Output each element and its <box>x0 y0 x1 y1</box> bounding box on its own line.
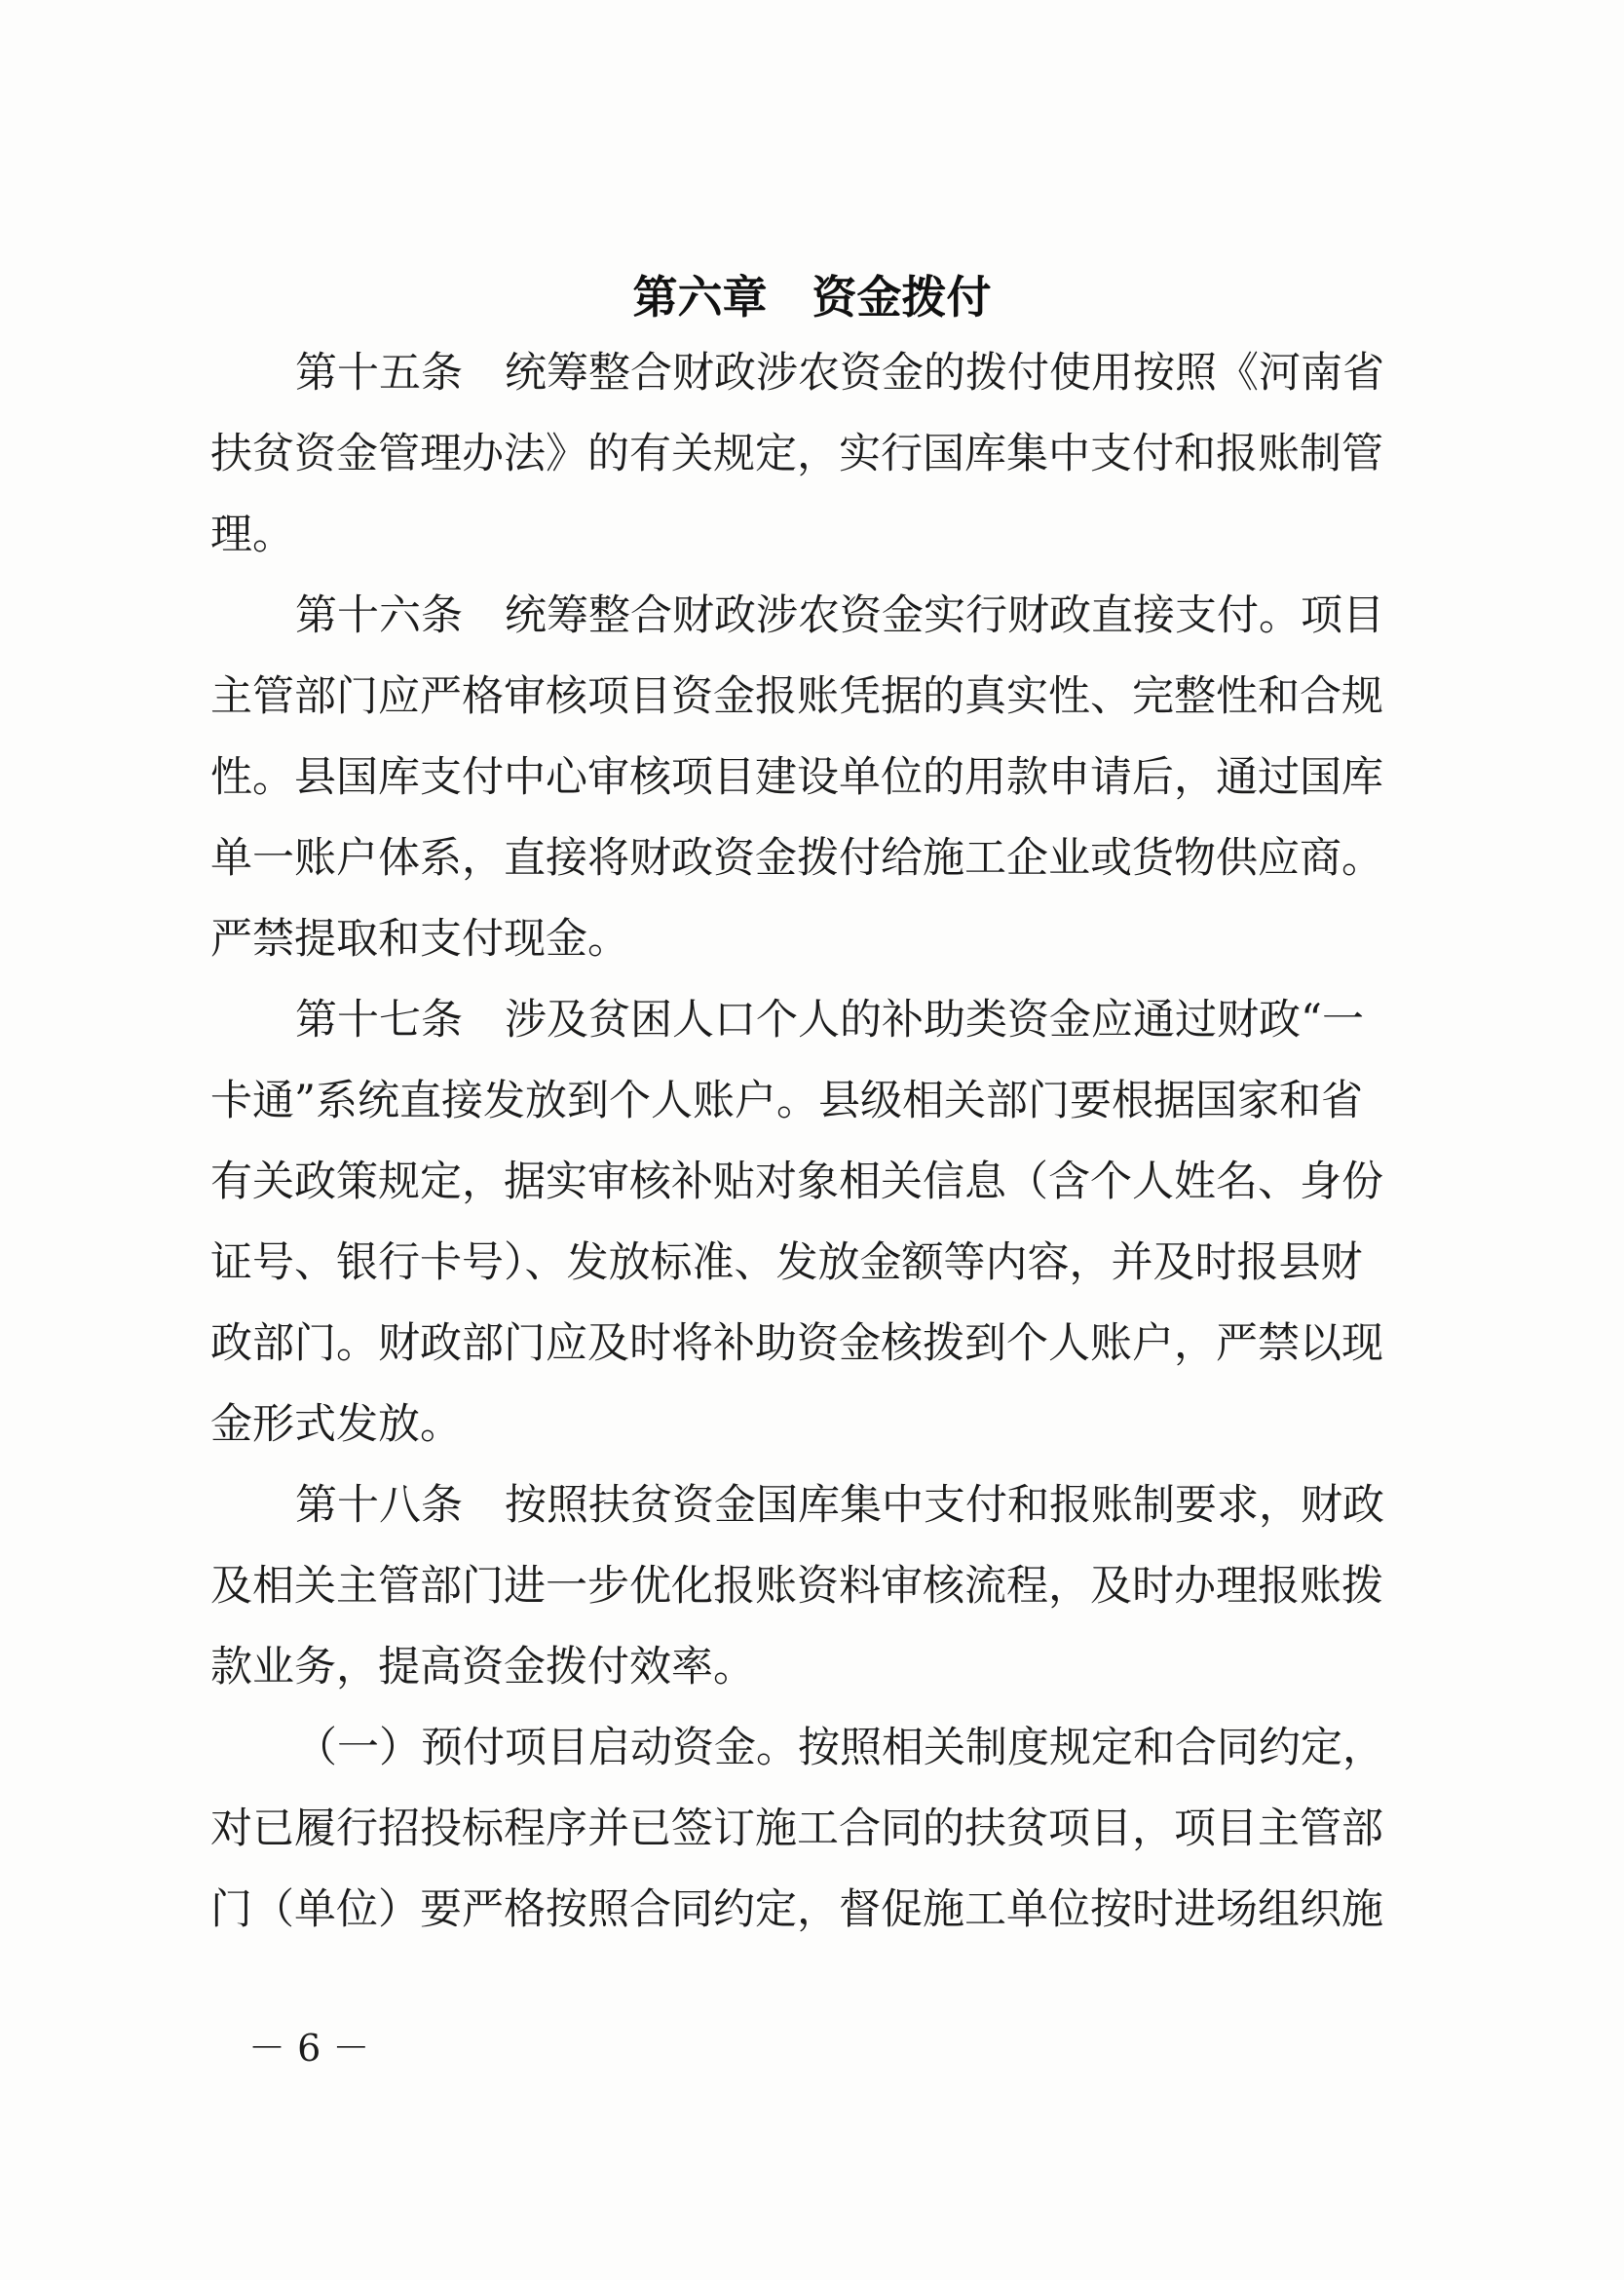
article-18-line-3: 款业务，提高资金拨付效率。 <box>210 1643 755 1691</box>
article-18-line-2: 及相关主管部门进一步优化报账资料审核流程，及时办理报账拨 <box>210 1562 1383 1611</box>
page-number: － 6 － <box>248 2027 370 2070</box>
clause-1-line-3: 门（单位）要严格按照合同约定，督促施工单位按时进场组织施 <box>210 1885 1383 1934</box>
article-17-line-3: 有关政策规定，据实审核补贴对象相关信息（含个人姓名、身份 <box>210 1158 1383 1206</box>
article-17-line-1: 第十七条 涉及贫困人口个人的补助类资金应通过财政“一 <box>295 996 1364 1045</box>
article-16-line-5: 严禁提取和支付现金。 <box>210 915 629 964</box>
clause-1-line-1: （一）预付项目启动资金。按照相关制度规定和合同约定， <box>295 1724 1384 1772</box>
chapter-title: 第六章 资金拨付 <box>632 271 992 323</box>
article-17-line-2: 卡通”系统直接发放到个人账户。县级相关部门要根据国家和省 <box>210 1077 1363 1125</box>
article-15-line-3: 理。 <box>210 511 294 559</box>
article-16-line-4: 单一账户体系，直接将财政资金拨付给施工企业或货物供应商。 <box>210 834 1383 883</box>
article-15-line-1: 第十五条 统筹整合财政涉农资金的拨付使用按照《河南省 <box>295 349 1384 398</box>
article-16-line-2: 主管部门应严格审核项目资金报账凭据的真实性、完整性和合规 <box>210 672 1383 721</box>
article-16-line-3: 性。县国库支付中心审核项目建设单位的用款申请后，通过国库 <box>210 753 1383 802</box>
article-17-line-6: 金形式发放。 <box>210 1400 462 1449</box>
clause-1-line-2: 对已履行招投标程序并已签订施工合同的扶贫项目，项目主管部 <box>210 1805 1383 1853</box>
article-17-line-4: 证号、银行卡号）、发放标准、发放金额等内容，并及时报县财 <box>210 1238 1363 1287</box>
article-17-line-5: 政部门。财政部门应及时将补助资金核拨到个人账户，严禁以现 <box>210 1319 1383 1368</box>
article-15-line-2: 扶贫资金管理办法》的有关规定，实行国库集中支付和报账制管 <box>210 430 1383 478</box>
article-16-line-1: 第十六条 统筹整合财政涉农资金实行财政直接支付。项目 <box>295 591 1384 640</box>
article-18-line-1: 第十八条 按照扶贫资金国库集中支付和报账制要求，财政 <box>295 1481 1384 1530</box>
